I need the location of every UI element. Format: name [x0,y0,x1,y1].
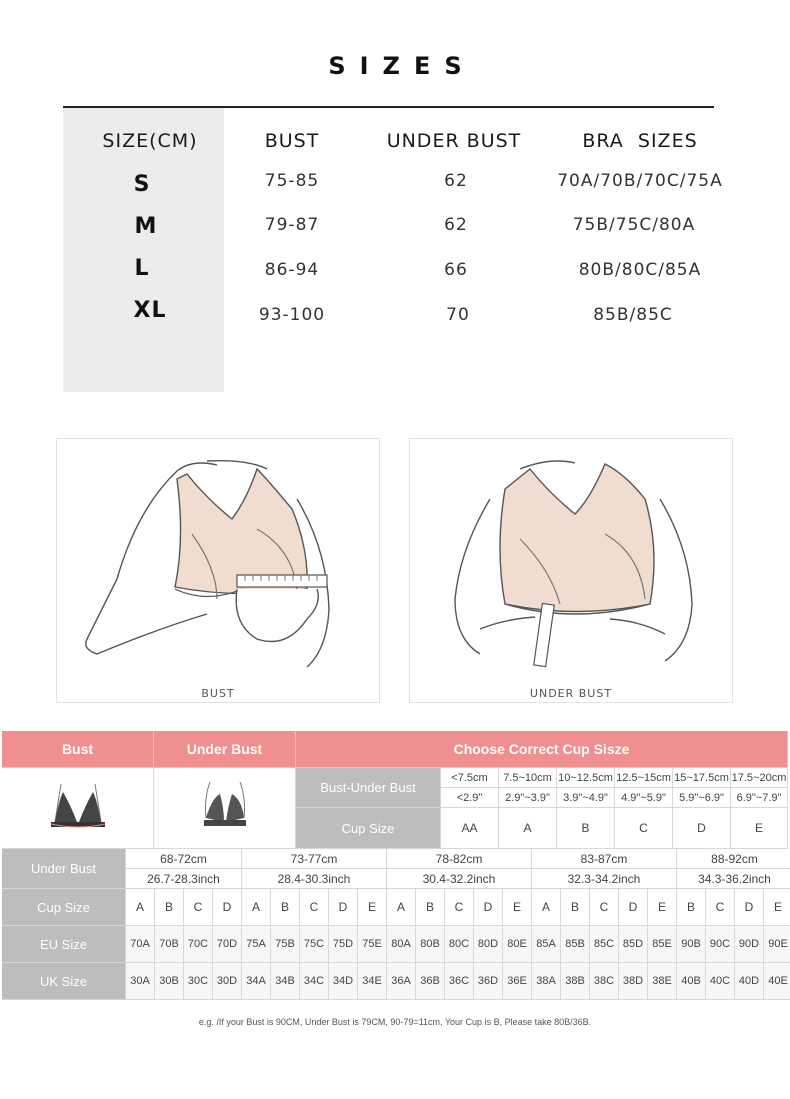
cup-cell: A [532,889,561,926]
cup-letter: D [673,808,731,849]
bra-icon [43,778,113,838]
size-m: M [134,214,158,239]
bra-size-value: 75B/75C/80A [572,215,696,235]
cup-cell: D [474,889,503,926]
eu-size-cell: 90B [677,926,706,963]
cup-letter: B [557,808,615,849]
under-bust-range-cm: 68-72cm [126,849,242,869]
cup-cell: D [329,889,358,926]
bust-value: 93-100 [258,305,326,325]
cup-cell: B [416,889,445,926]
diff-inch: <2.9" [441,788,499,808]
mannequin-icon [190,778,260,838]
diff-inch: 2.9"~3.9" [499,788,557,808]
uk-size-cell: 40C [706,963,735,1000]
bust-caption: BUST [201,687,235,700]
cup-cell: B [271,889,300,926]
uk-size-cell: 38D [619,963,648,1000]
uk-size-cell: 34B [271,963,300,1000]
eu-size-cell: 85A [532,926,561,963]
uk-size-cell: 40D [735,963,764,1000]
bust-measure-illustration [56,438,380,703]
cup-cell: D [213,889,242,926]
under-bust-value: 66 [444,260,468,280]
cup-letter: AA [441,808,499,849]
diff-inch: 6.9"~7.9" [731,788,788,808]
under-bust-range-inch: 28.4-30.3inch [242,869,387,889]
eu-size-cell: 80D [474,926,503,963]
eu-size-cell: 80E [503,926,532,963]
cup-cell: C [445,889,474,926]
uk-size-cell: 30D [213,963,242,1000]
cup-cell: C [300,889,329,926]
cup-size-chart [2,731,788,1000]
eu-size-cell: 70D [213,926,242,963]
under-bust-value: 62 [444,171,468,191]
uk-size-cell: 38C [590,963,619,1000]
uk-size-cell: 36A [387,963,416,1000]
under-bust-value: 70 [446,305,470,325]
eu-size-cell: 70C [184,926,213,963]
bust-under-label: Bust-Under Bust [296,768,441,808]
uk-size-cell: 34A [242,963,271,1000]
bust-value: 79-87 [264,215,320,235]
uk-size-cell: 36B [416,963,445,1000]
bra-sizes-header: BRA SIZES [582,130,698,152]
cup-cell: E [764,889,790,926]
eu-size-cell: 75B [271,926,300,963]
uk-size-cell: 38E [648,963,677,1000]
uk-size-cell: 30C [184,963,213,1000]
size-l: L [134,256,150,281]
eu-size-cell: 80C [445,926,474,963]
under-bust-row-label: Under Bust [2,849,126,889]
cup-cell: C [590,889,619,926]
under-bust-range-inch: 32.3-34.2inch [532,869,677,889]
diff-cm: 10~12.5cm [557,768,615,788]
bust-header: BUST [264,130,320,152]
bust-value: 86-94 [264,260,320,280]
diff-cm: 12.5~15cm [615,768,673,788]
bra-size-value: 80B/80C/85A [578,260,702,280]
uk-size-cell: 34D [329,963,358,1000]
uk-size-cell: 36C [445,963,474,1000]
diff-inch: 3.9"~4.9" [557,788,615,808]
under-bust-measure-illustration [409,438,733,703]
under-bust-range-inch: 26.7-28.3inch [126,869,242,889]
diff-inch: 5.9"~6.9" [673,788,731,808]
eu-size-cell: 80A [387,926,416,963]
uk-size-cell: 40E [764,963,790,1000]
uk-size-cell: 30A [126,963,155,1000]
under-bust-range-cm: 83-87cm [532,849,677,869]
uk-size-cell: 36E [503,963,532,1000]
cup-cell: B [561,889,590,926]
bust-value: 75-85 [264,171,320,191]
uk-size-cell: 30B [155,963,184,1000]
eu-size-cell: 90E [764,926,790,963]
size-s: S [133,172,151,197]
under-bust-header: UNDER BUST [386,130,522,152]
uk-size-cell: 34C [300,963,329,1000]
cup-cell: A [126,889,155,926]
under-bust-range-cm: 88-92cm [677,849,790,869]
eu-size-row-label: EU Size [2,926,126,963]
bra-image-cell [2,768,154,849]
cup-cell: C [184,889,213,926]
size-header: SIZE(CM) [102,130,198,152]
under-bust-value: 62 [444,215,468,235]
eu-size-cell: 75E [358,926,387,963]
eu-size-cell: 85B [561,926,590,963]
diff-cm: <7.5cm [441,768,499,788]
eu-size-cell: 70A [126,926,155,963]
cup-cell: D [619,889,648,926]
example-note: e.g. /If your Bust is 90CM, Under Bust is 79CM, 90-79=11cm, Your Cup is B, Please take 80B/36B. [198,1017,592,1027]
eu-size-cell: 75A [242,926,271,963]
cup-letter: A [499,808,557,849]
under-bust-range-cm: 78-82cm [387,849,532,869]
cup-cell: A [242,889,271,926]
eu-size-cell: 90C [706,926,735,963]
under-bust-image-cell [154,768,296,849]
uk-size-cell: 34E [358,963,387,1000]
diff-cm: 7.5~10cm [499,768,557,788]
bra-size-value: 70A/70B/70C/75A [557,171,723,191]
under-bust-figure-icon [410,439,732,689]
cup-cell: B [155,889,184,926]
eu-size-cell: 85C [590,926,619,963]
eu-size-cell: 75D [329,926,358,963]
cup-size-label: Cup Size [296,808,441,849]
bra-size-value: 85B/85C [593,305,673,325]
cup-letter: E [731,808,788,849]
page-title: SIZES [328,52,476,80]
eu-size-cell: 80B [416,926,445,963]
cup-cell: A [387,889,416,926]
under-bust-caption: UNDER BUST [529,687,613,700]
diff-cm: 17.5~20cm [731,768,788,788]
bust-figure-icon [57,439,379,689]
under-bust-range-cm: 73-77cm [242,849,387,869]
under-bust-header: Under Bust [154,731,296,768]
cup-cell: D [735,889,764,926]
cup-cell: B [677,889,706,926]
cup-cell: C [706,889,735,926]
cup-cell: E [648,889,677,926]
uk-size-cell: 38A [532,963,561,1000]
cup-cell: E [503,889,532,926]
eu-size-cell: 85D [619,926,648,963]
under-bust-range-inch: 34.3-36.2inch [677,869,790,889]
choose-cup-header: Choose Correct Cup Sisze [296,731,788,768]
uk-size-cell: 40B [677,963,706,1000]
eu-size-cell: 70B [155,926,184,963]
under-bust-range-inch: 30.4-32.2inch [387,869,532,889]
diff-cm: 15~17.5cm [673,768,731,788]
size-xl: XL [133,298,167,323]
uk-size-cell: 38B [561,963,590,1000]
cup-cell: E [358,889,387,926]
eu-size-cell: 90D [735,926,764,963]
uk-size-cell: 36D [474,963,503,1000]
uk-size-row-label: UK Size [2,963,126,1000]
eu-size-cell: 75C [300,926,329,963]
eu-size-cell: 85E [648,926,677,963]
diff-inch: 4.9"~5.9" [615,788,673,808]
bust-header: Bust [2,731,154,768]
cup-letter: C [615,808,673,849]
cup-size-row-label: Cup Size [2,889,126,926]
